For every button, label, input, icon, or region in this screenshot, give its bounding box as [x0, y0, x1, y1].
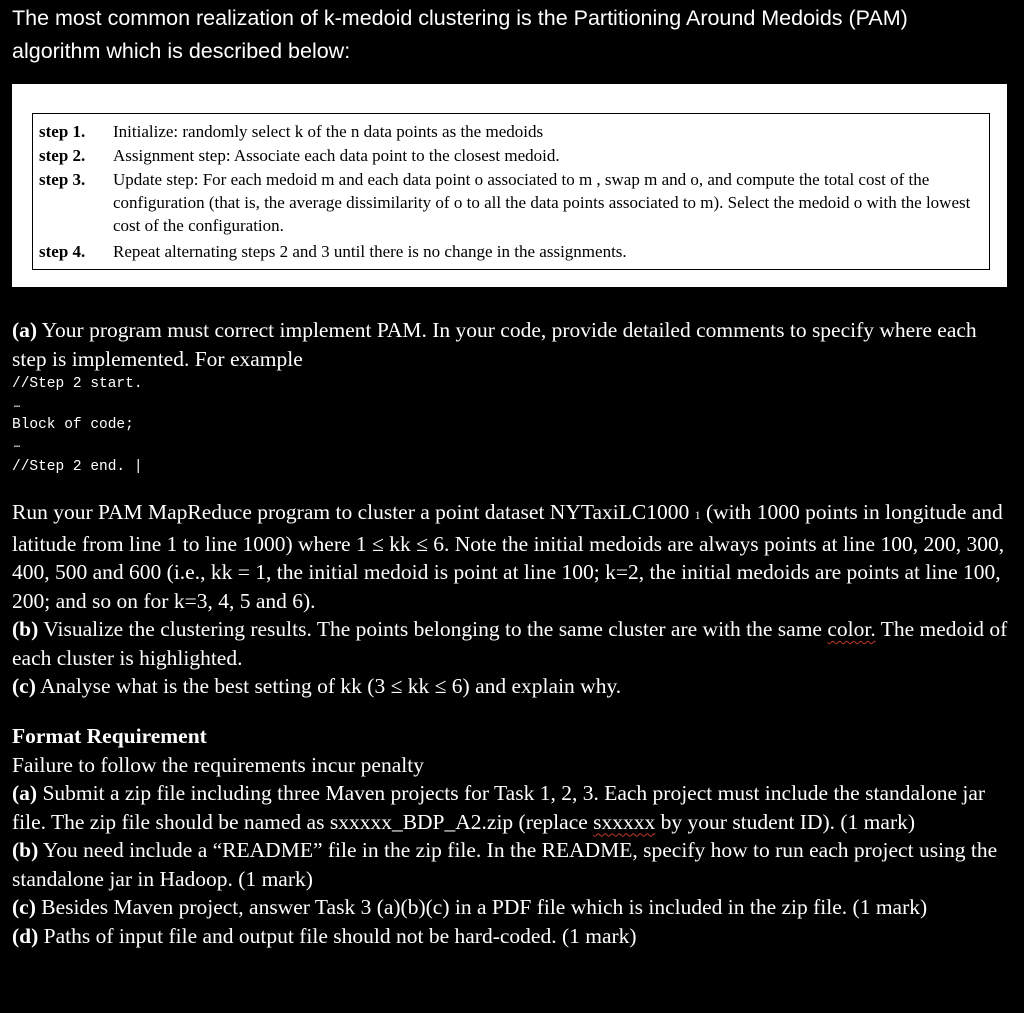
- task-c-text: Analyse what is the best setting of kk (3 ≤ kk ≤ 6) and explain why.: [40, 674, 622, 698]
- format-c-label: (c): [12, 895, 36, 919]
- code-comment-end: //Step 2 end. |: [12, 459, 143, 475]
- step-text: Initialize: randomly select k of the n data points as the medoids: [113, 122, 544, 141]
- task-c-label: (c): [12, 674, 36, 698]
- task-b-text-2: The medoid of each cluster is highlighted.: [12, 617, 1008, 670]
- intro-text: [12, 2, 1012, 68]
- task-b-text: Visualize the clustering results. The points belonging to the same cluster are with the same: [43, 617, 822, 641]
- format-requirements: [12, 722, 1012, 950]
- code-block-line: Block of code;: [12, 417, 134, 433]
- format-subtitle: Failure to follow the requirements incur penalty: [12, 752, 424, 777]
- part-a-paragraph: [12, 316, 1012, 373]
- step-label: step 3.: [39, 170, 86, 189]
- task-b-label: (b): [12, 617, 39, 641]
- format-a-label: (a): [12, 781, 38, 805]
- format-a-text: Submit a zip file including three Maven projects for Task 1, 2, 3. Each project must include the standalone jar file. The zip file should be named as sxxxxx_BDP_A2.zip (replace: [12, 781, 986, 834]
- format-c-text: Besides Maven project, answer Task 3 (a)(b)(c) in a PDF file which is included in the zip file. (1 mark): [41, 895, 928, 919]
- code-ellipsis-2: …: [14, 440, 21, 451]
- task-run-text: Run your PAM MapReduce program to cluster a point dataset NYTaxiLC1000: [12, 500, 690, 524]
- step-text: Update step: For each medoid m and each data point o associated to m , swap m and o, and compute the total cost of the configuration (that is, the average dissimilarity of o to all the data points associated to m). Select the medoid o with the lowest cost of the configuration.: [113, 170, 971, 235]
- code-ellipsis-1: …: [14, 400, 21, 411]
- format-b-text: You need include a “README” file in the zip file. In the README, specify how to run each project using the standalone jar in Hadoop. (1 mark): [12, 838, 998, 891]
- step-text: Repeat alternating steps 2 and 3 until there is no change in the assignments.: [113, 242, 627, 261]
- format-a-text-2: by your student ID). (1 mark): [660, 809, 916, 834]
- format-d-label: (d): [12, 923, 39, 948]
- format-d-text: Paths of input file and output file should not be hard-coded. (1 mark): [43, 923, 637, 948]
- format-b-label: (b): [12, 838, 39, 862]
- step-text: Assignment step: Associate each data point to the closest medoid.: [113, 146, 560, 165]
- algorithm-figure: [12, 84, 1007, 287]
- code-comment-start: //Step 2 start.: [12, 376, 143, 392]
- task-paragraph: [12, 498, 1012, 701]
- footnote-marker: 1: [694, 508, 701, 522]
- intro-line-2: algorithm which is described below:: [12, 39, 351, 63]
- part-a-text: Your program must correct implement PAM. In your code, provide detailed comments to specify where each step is implemented. For example: [12, 318, 977, 371]
- format-heading: Format Requirement: [12, 724, 207, 748]
- step-label: step 2.: [39, 146, 86, 165]
- step-label: step 4.: [39, 242, 86, 261]
- task-run-text-2: (with 1000 points in longitude and latitude from line 1 to line 1000) where 1 ≤ kk ≤ 6. Note the initial medoids are always points at line 100, 200, 300, 400, 500 and 600 (i.e., kk = 1, the initial medoid is point at line 100; k=2, the initial medoids are points at line 100, 200; and so on for k=3, 4, 5 and 6).: [12, 500, 1005, 613]
- intro-line-1: The most common realization of k-medoid clustering is the Partitioning Around Medoids (PAM): [12, 6, 908, 30]
- format-a-misspelled-word: sxxxxx: [593, 809, 656, 834]
- part-a-label: (a): [12, 318, 38, 342]
- step-label: step 1.: [39, 122, 86, 141]
- algorithm-box: [32, 113, 990, 270]
- task-b-misspelled-word: color.: [827, 617, 876, 641]
